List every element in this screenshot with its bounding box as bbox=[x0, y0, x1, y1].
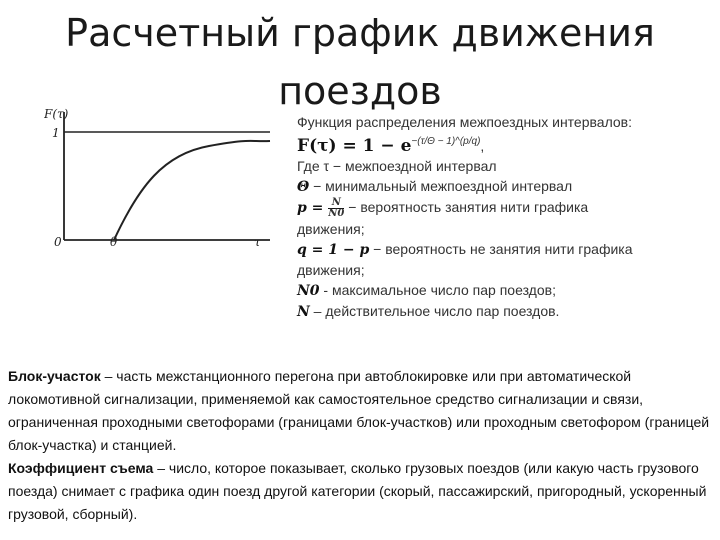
tau-definition: Где τ − межпоездной интервал bbox=[297, 158, 497, 174]
formula-heading: Функция распределения межпоездных интервалов: bbox=[297, 114, 633, 130]
p-denominator: N0 bbox=[328, 207, 345, 219]
p-text: − вероятность занятия нити графика bbox=[344, 199, 589, 215]
slide-title: Расчетный график движения поездов bbox=[65, 11, 655, 113]
origin-label: 0 bbox=[54, 235, 62, 249]
n0-definition bbox=[297, 280, 717, 301]
p-symbol: p bbox=[297, 200, 307, 216]
n-definition bbox=[297, 301, 717, 322]
removal-coefficient-text: – число, которое показывает, сколько грузовых поездов (или какую часть грузового поезда) снимает с графика один поезд другой категории (скорый, пассажирский, пригородный, ускоренный грузовой, сборный). bbox=[8, 460, 707, 522]
distribution-graph bbox=[44, 106, 276, 256]
n0-text: - максимальное число пар поездов; bbox=[319, 281, 556, 298]
formula-main bbox=[297, 132, 717, 156]
y-axis-label: F(τ) bbox=[44, 107, 69, 121]
theta-symbol: Θ bbox=[297, 179, 310, 195]
q-definition bbox=[297, 239, 717, 260]
q-symbol: q = 1 − p bbox=[297, 241, 370, 258]
formula-exponent: −(τ/Θ − 1)^(p/q) bbox=[411, 136, 481, 147]
y-tick-1: 1 bbox=[52, 126, 60, 140]
n-symbol: N bbox=[297, 303, 310, 320]
definitions-text bbox=[8, 365, 714, 526]
p-fraction bbox=[328, 198, 344, 219]
distribution-curve bbox=[114, 141, 270, 240]
removal-coefficient-term: Коэффициент съема bbox=[8, 460, 154, 476]
theta-text: − минимальный межпоездной интервал bbox=[309, 178, 573, 194]
p-equals: = bbox=[306, 200, 329, 216]
block-section-term: Блок-участок bbox=[8, 368, 101, 384]
formula-panel bbox=[297, 112, 717, 322]
p-text-cont: движения; bbox=[297, 220, 365, 237]
q-text-cont: движения; bbox=[297, 261, 365, 278]
x-axis-label: τ bbox=[254, 235, 261, 249]
formula-f: F(τ) = 1 − e bbox=[297, 136, 412, 156]
n-text: – действительное число пар поездов. bbox=[309, 302, 560, 319]
p-numerator: N bbox=[328, 198, 344, 209]
theta-tick: θ bbox=[110, 235, 118, 249]
p-definition bbox=[297, 197, 717, 219]
removal-coefficient-definition bbox=[8, 457, 714, 526]
q-text: − вероятность не занятия нити графика bbox=[369, 240, 633, 257]
theta-definition bbox=[297, 176, 717, 197]
formula-tail: , bbox=[480, 138, 485, 154]
block-section-definition bbox=[8, 365, 714, 457]
block-section-text: – часть межстанционного перегона при автоблокировке или при автоматической локомотивной сигнализации, применяемой как самостоятельное средство сигнализации и связи, ограниченная проходными светофорами (границами блок-участков) или проходным светофором (границей блок-участка) и станцией. bbox=[8, 368, 710, 453]
n0-symbol: N0 bbox=[297, 282, 320, 299]
